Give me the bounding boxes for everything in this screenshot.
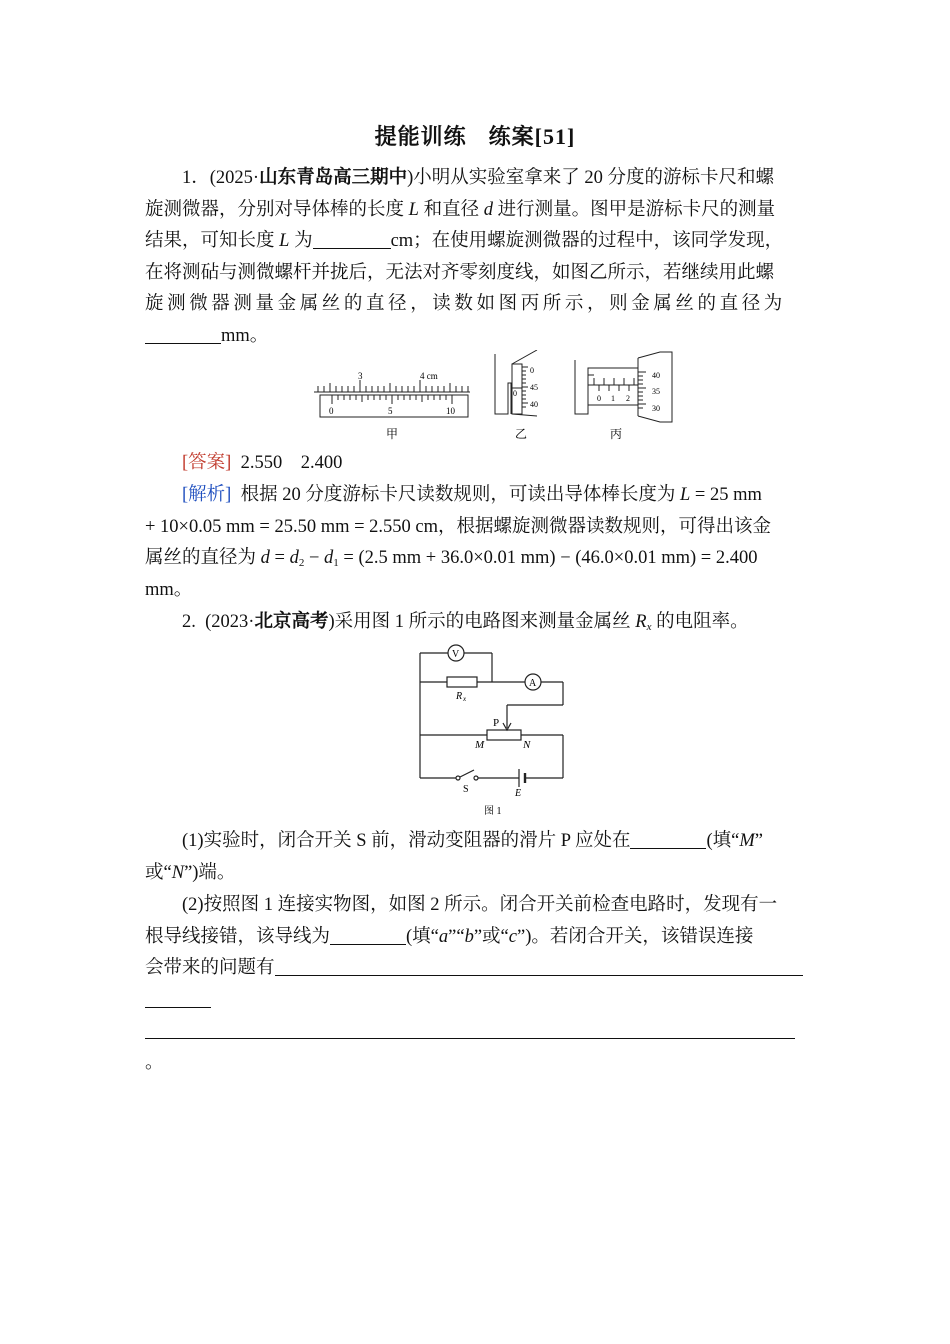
switch-icon [460, 770, 474, 777]
slider-label: P [493, 717, 500, 729]
end-n-label: N [523, 739, 531, 751]
answer-blank-length[interactable] [313, 228, 391, 249]
label-bing: 丙 [610, 427, 623, 441]
battery-label: E [515, 788, 522, 799]
svg-text:x: x [463, 695, 467, 703]
voltmeter-label: V [452, 649, 460, 660]
svg-text:40: 40 [652, 371, 660, 380]
q1-line-3: 结果，可知长度 L 为 cm；在使用螺旋测微器的过程中，该同学发现， [145, 226, 807, 258]
circuit-diagram [412, 643, 572, 823]
end-m-label: M [475, 739, 485, 751]
svg-text:0: 0 [597, 394, 601, 403]
resistor-label: R [456, 691, 463, 702]
svg-text:35: 35 [652, 387, 660, 396]
svg-text:0: 0 [530, 366, 534, 375]
label-jia: 甲 [386, 427, 399, 441]
svg-text:1: 1 [611, 394, 615, 403]
q1-source: 山东青岛高三期中 [259, 168, 408, 188]
label-yi: 乙 [515, 427, 528, 441]
answer-tag: [答案] [182, 453, 232, 473]
switch-label: S [463, 784, 469, 795]
answer-blank-problem-line-1[interactable] [275, 955, 803, 976]
answer-blank-diameter[interactable] [145, 323, 221, 344]
q2-source: 北京高考 [254, 612, 329, 632]
figure-caption: 图 1 [484, 806, 502, 817]
question-2: 2. (2023·北京高考)采用图 1 所示的电路图来测量金属丝 $R_x$ 的电阻率。 [182, 612, 749, 633]
analysis-section: [解析] 根据 20 分度游标卡尺读数规则，可读出导体棒长度为 L = 25 mm + 10×0.05 mm = 25.50 mm = 2.550 cm，根据螺旋测微器读数规则，可得出该金 属丝的直径为 $d = d_2 - d_1 = (2.5$ mm + 36.0×0.01 mm) − (46.0×0.01 mm) = 2.400 mm。 [145, 485, 772, 600]
question-2-part-1: (1)实验时，闭合开关 S 前，滑动变阻器的滑片 P 应处在 (填“M” 或“N”)端。 [145, 826, 807, 889]
page-title: 提能训练 练案[51] [374, 124, 576, 149]
question-1 [145, 163, 807, 352]
rheostat-icon [487, 730, 521, 740]
resistor-icon [447, 677, 477, 687]
svg-text:0: 0 [513, 389, 517, 398]
q1-line-2: 旋测微器，分别对导体棒的长度 L 和直径 d 进行测量。图甲是游标卡尺的测量 [145, 199, 776, 220]
caliper-label-3: 3 [358, 371, 363, 381]
ammeter-label: A [529, 678, 537, 689]
svg-text:40: 40 [530, 400, 538, 409]
q1-line-6: mm。 [145, 321, 807, 353]
svg-text:30: 30 [652, 404, 660, 413]
q1-line-5: 旋测微器测量金属丝的直径，读数如图丙所示，则金属丝的直径为 [145, 294, 786, 314]
answer-blank-problem-line-2[interactable] [145, 987, 211, 1008]
answer-section [145, 448, 807, 480]
svg-text:2: 2 [626, 394, 630, 403]
q1-line-1: 1．(2025·山东青岛高三期中)小明从实验室拿来了 20 分度的游标卡尺和螺 [182, 168, 775, 188]
analysis-tag: [解析] [182, 485, 232, 505]
switch-contact [456, 776, 460, 780]
answer-value: 2.550 2.400 [240, 453, 343, 473]
answer-blank-problem-line-3[interactable] [145, 1018, 795, 1039]
vernier-label-10: 10 [446, 406, 455, 416]
answer-blank-slider-end[interactable] [630, 828, 706, 849]
svg-text:45: 45 [530, 383, 538, 392]
caliper-label-4cm: 4 cm [420, 371, 438, 381]
question-2-part-2: (2)按照图 1 连接实物图，如图 2 所示。闭合开关前检查电路时，发现有一 根导线接错，该导线为 (填“a”“b”或“c”)。若闭合开关，该错误连接 会带来的问题有 。 [145, 890, 807, 1079]
vernier-label-0: 0 [329, 406, 334, 416]
answer-blank-wrong-wire[interactable] [330, 924, 406, 945]
q1-line-4: 在将测砧与测微螺杆并拢后，无法对齐零刻度线，如图乙所示，若继续用此螺 [145, 262, 775, 283]
measurement-figure [312, 350, 682, 445]
vernier-label-5: 5 [388, 406, 393, 416]
